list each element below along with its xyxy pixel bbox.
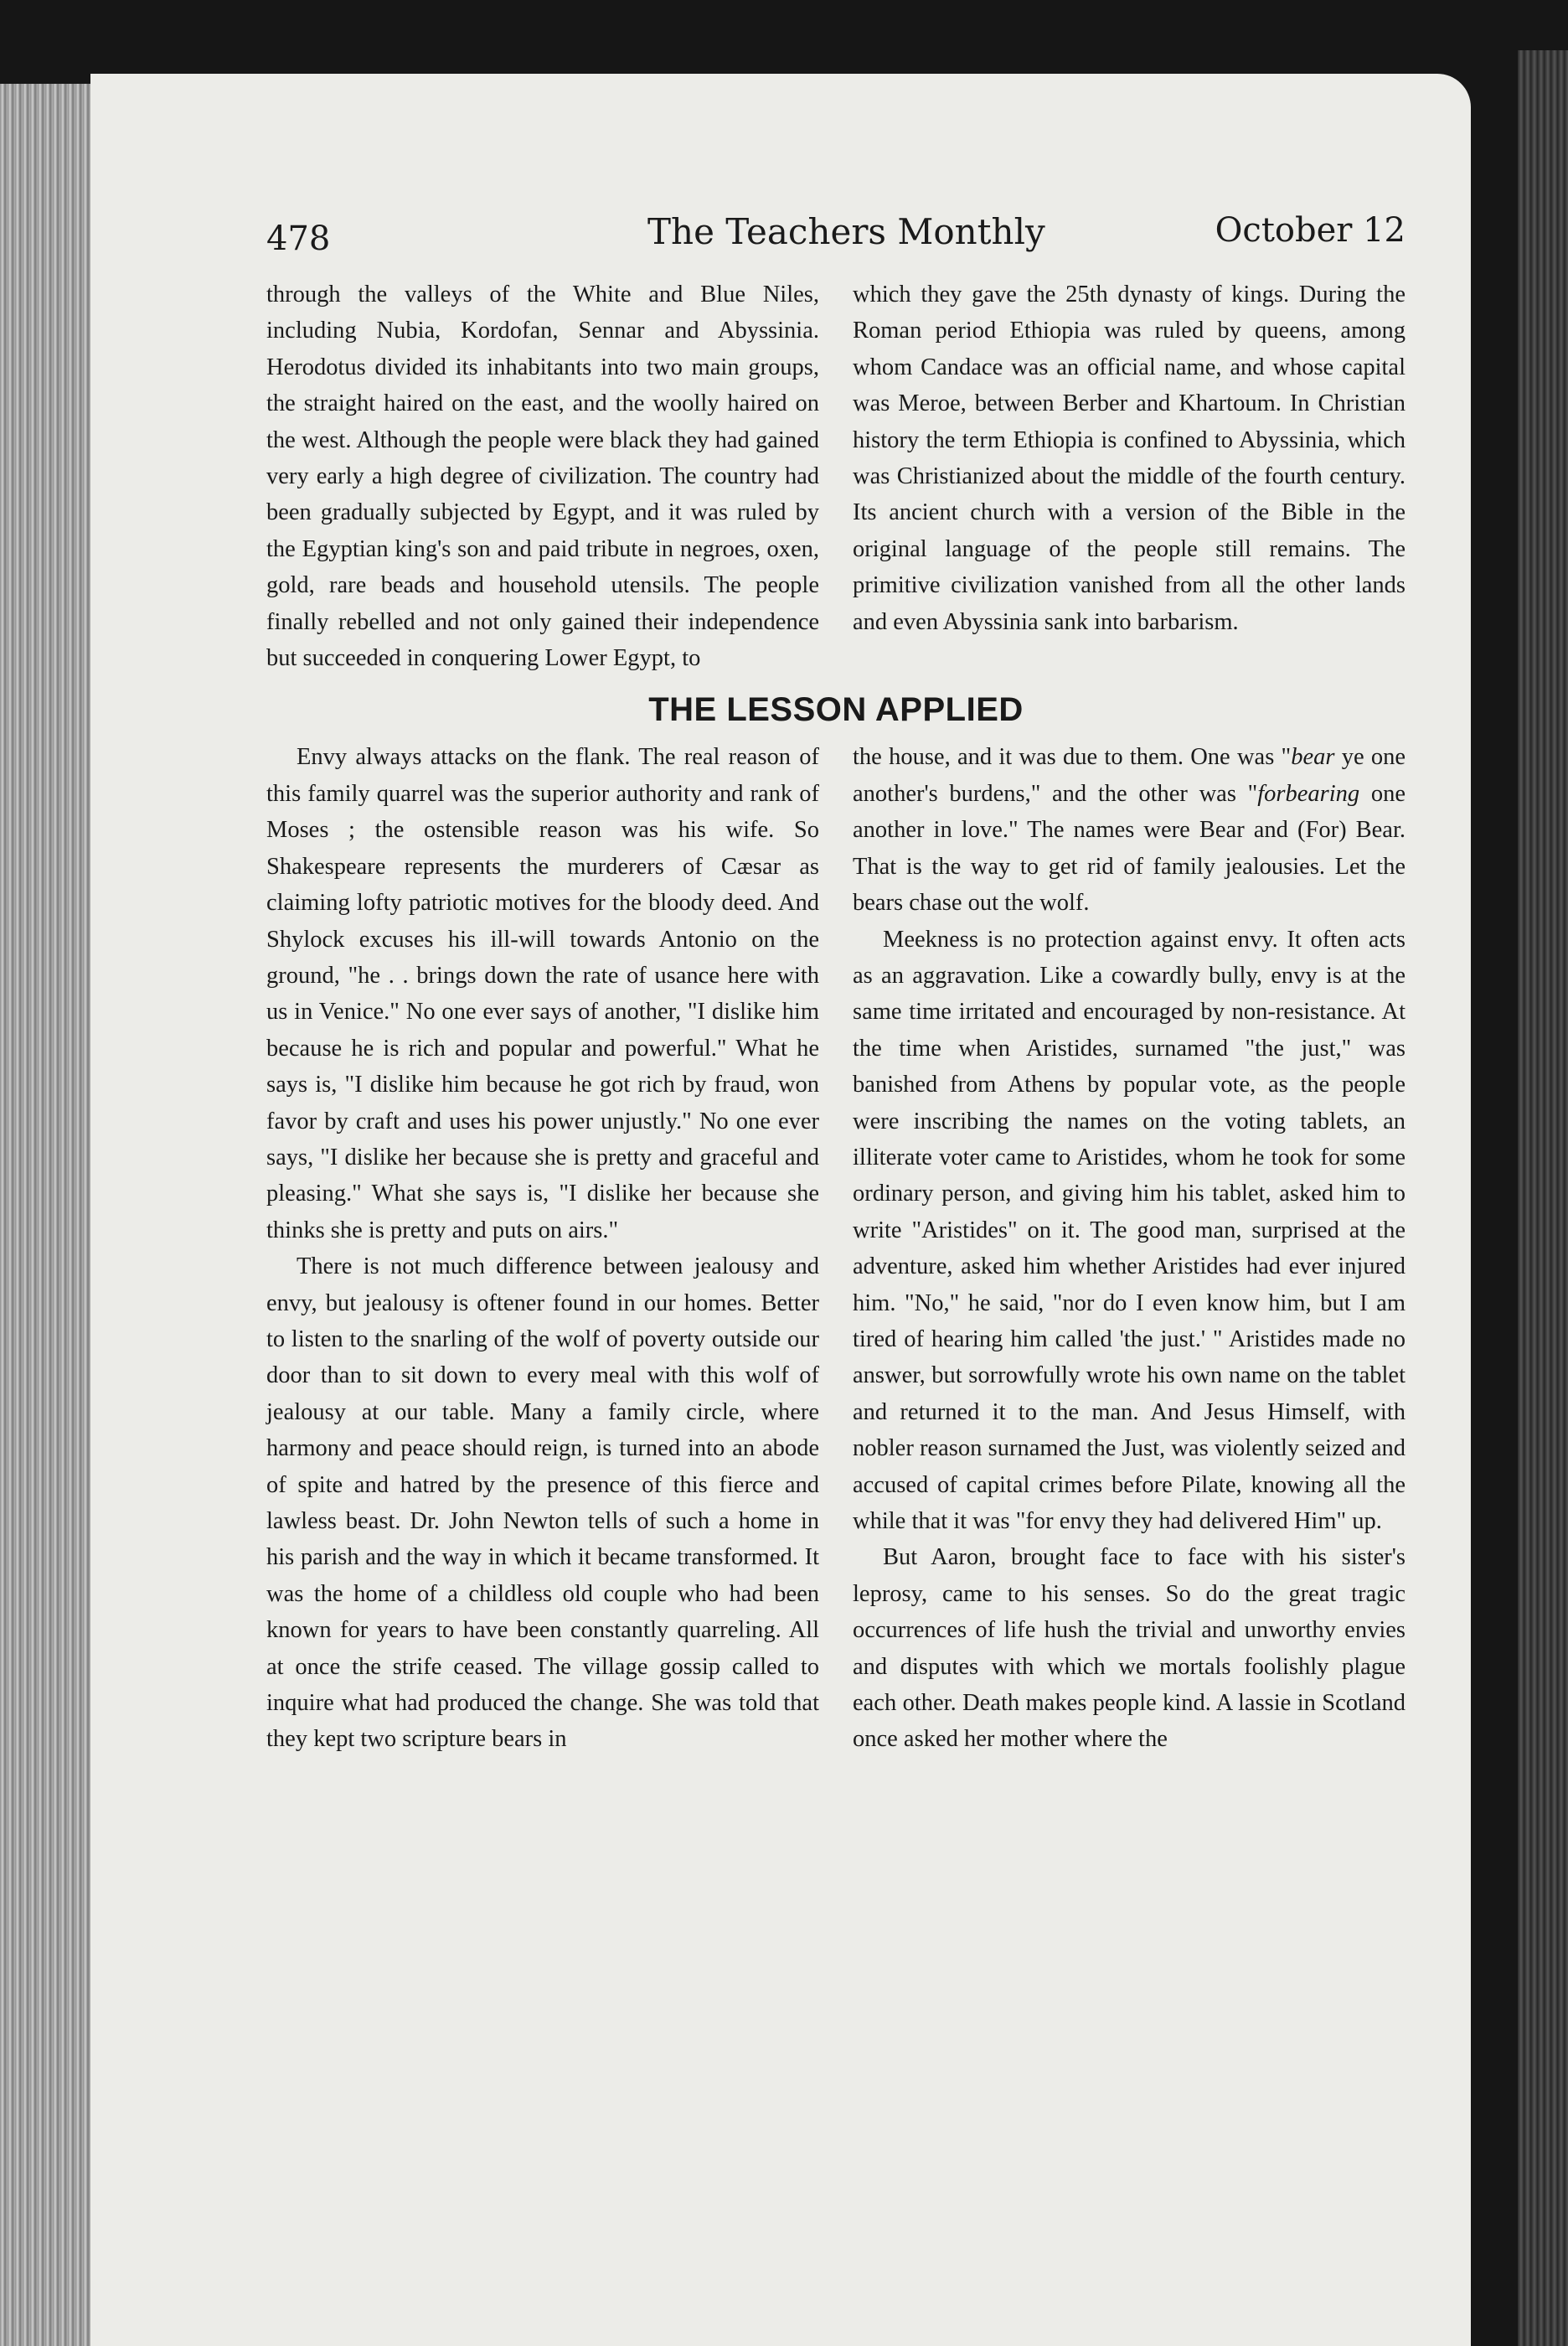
- book-page-edges: [0, 84, 92, 2346]
- section-heading: THE LESSON APPLIED: [648, 691, 1024, 729]
- text-run: the house, and it was due to them. One was ": [853, 744, 1292, 771]
- upper-left-column: [266, 276, 819, 676]
- upper-right-column: [853, 276, 1406, 676]
- running-header: [266, 201, 1406, 276]
- lesson-right-column: [853, 739, 1406, 1757]
- page-number: 478: [266, 220, 331, 258]
- upper-columns: [266, 276, 1406, 676]
- facing-page-edge: [1518, 50, 1568, 2346]
- lesson-left-column: [266, 739, 819, 1757]
- paragraph: But Aaron, brought face to face with his sister's leprosy, came to his senses. So do the great tragic occurrences of life hush the trivial and unworthy envies and disputes with which we mortals foolishly plague each other. Death makes people kind. A lassie in Scotland once asked her mother where the: [853, 1544, 1406, 1753]
- lesson-columns: [266, 739, 1406, 1757]
- italic-text: forbearing: [1257, 780, 1360, 807]
- paragraph: There is not much difference between jealousy and envy, but jealousy is oftener found in our homes. Better to listen to the snarling of the wolf of poverty outside our door than to sit down to every meal with this wolf of jealousy at our table. Many a family circle, where harmony and peace should reign, is turned into an abode of spite and hatred by the presence of this fierce and lawless beast. Dr. John Newton tells of such a home in his parish and the way in which it became transformed. It was the home of a childless old couple who had been known for years to have been constantly quarreling. All at once the strife ceased. The village gossip called to inquire what had produced the change. She was told that they kept two scripture bears in: [266, 1253, 819, 1753]
- running-title: The Teachers Monthly: [647, 211, 1045, 252]
- text-run: ye one another's burdens," and the other was ": [853, 744, 1406, 807]
- paragraph: [853, 739, 1406, 921]
- paragraph: Meekness is no protection against envy. It often acts as an aggravation. Like a cowardly bully, envy is at the same time irritated and encouraged by non-resistance. At the time when Aristides, surnamed "the just," was banished from Athens by popular vote, as the people were inscribing the names on the voting tablets, an illiterate voter came to Aristides, whom he took for some ordinary person, and giving him his tablet, asked him to write "Aristides" on it. The good man, surprised at the adventure, asked him whether Aristides had ever injured him. "No," he said, "nor do I even know him, but I am tired of hearing him called 'the just.' " Aristides made no answer, but sorrowfully wrote his own name on the tablet and returned it to the man. And Jesus Himself, with nobler reason surnamed the Just, was violently seized and accused of capital crimes before Pilate, knowing all the while that it was "for envy they had delivered Him" up.: [853, 926, 1406, 1534]
- issue-date: October 12: [1215, 211, 1406, 250]
- page-content: [266, 201, 1406, 1758]
- italic-text: bear: [1291, 744, 1335, 771]
- paragraph: which they gave the 25th dynasty of kings. During the Roman period Ethiopia was ruled by queens, among whom Candace was an official name, and whose capital was Meroe, between Berber and Khartoum. In Christian history the term Ethiopia is confined to Abyssinia, which was Christianized about the middle of the fourth century. Its ancient church with a version of the Bible in the original language of the people still remains. The primitive civilization vanished from all the other lands and even Abyssinia sank into barbarism.: [853, 282, 1406, 635]
- paragraph: Envy always attacks on the flank. The real reason of this family quarrel was the superior authority and rank of Moses ; the ostensible reason was his wife. So Shakespeare represents the murderers of Cæsar as claiming lofty patriotic motives for the bloody deed. And Shylock excuses his ill-will towards Antonio on the ground, "he . . brings down the rate of usance here with us in Venice." No one ever says of another, "I dislike him because he is rich and popular and powerful." What he says is, "I dislike him because he got rich by fraud, won favor by craft and uses his power unjustly." No one ever says, "I dislike her because she is pretty and graceful and pleasing." What she says is, "I dislike her because she thinks she is pretty and puts on airs.": [266, 744, 819, 1243]
- paragraph: through the valleys of the White and Blue Niles, including Nubia, Kordofan, Sennar and Abyssinia. Herodotus divided its inhabitants into two main groups, the straight haired on the east, and the woolly haired on the west. Although the people were black they had gained very early a high degree of civilization. The country had been gradually subjected by Egypt, and it was ruled by the Egyptian king's son and paid tribute in negroes, oxen, gold, rare beads and household utensils. The people finally rebelled and not only gained their independence but succeeded in conquering Lower Egypt, to: [266, 282, 819, 672]
- text-run: one another in love." The names were Bear and (For) Bear. That is the way to get rid of family jealousies. Let the bears chase out the wolf.: [853, 780, 1406, 917]
